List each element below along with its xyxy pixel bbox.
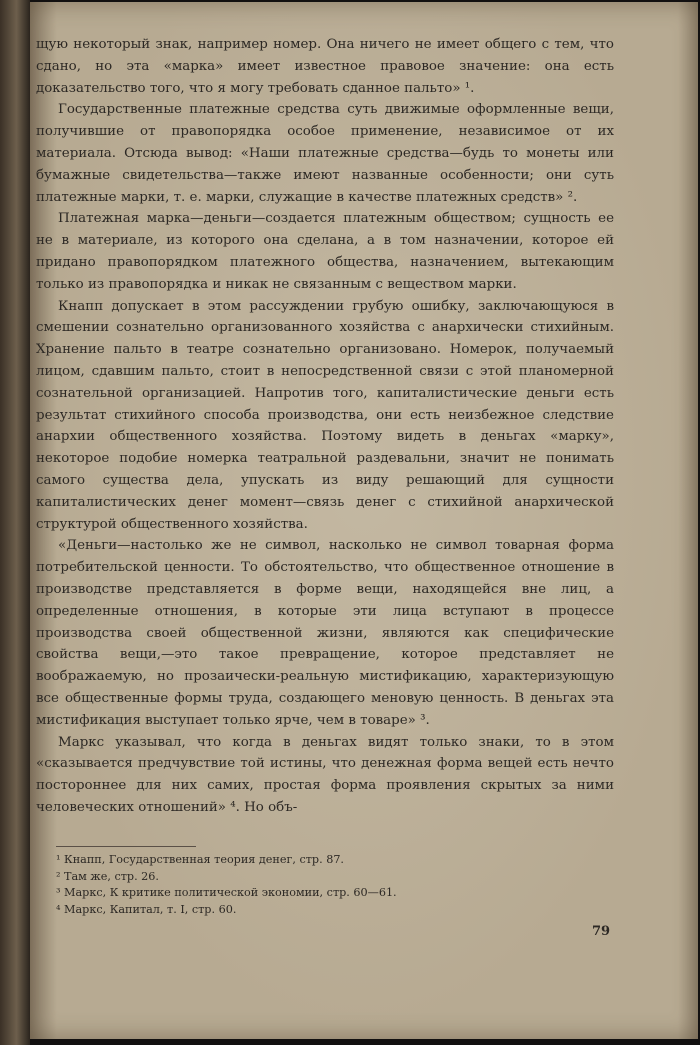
body-text	[36, 34, 614, 819]
footnote: ⁴ Маркс, Капитал, т. I, стр. 60.	[56, 902, 237, 916]
paragraph: Маркс указывал, что когда в деньгах видят только знаки, то в этом «сказывается предчувствие той истины, что денежная форма вещей есть нечто постороннее для них самих, простая форма проявления скрытых за ними человеческих отношений» ⁴. Но объ-	[36, 734, 614, 815]
paragraph: Кнапп допускает в этом рассуждении грубую ошибку, заключающуюся в смешении сознательно организованного хозяйства с анархически стихийным. Хранение пальто в театре сознательно организовано. Номерок, получаемый лицом, сдавшим пальто, стоит в непосредственной связи с этой планомерной сознательной организацией. Напротив того, капиталистические деньги есть результат стихийного способа производства, они есть неизбежное следствие анархии общественного хозяйства. Поэтому видеть в деньгах «марку», некоторое подобие номерка театральной раздевальни, значит не понимать самого существа дела, упускать из виду решающий для сущности капиталистических денег момент—связь денег с стихийной анархической структурой общественного хозяйства.	[36, 298, 614, 532]
footnotes	[56, 852, 616, 918]
footnote: ³ Маркс, К критике политической экономии, стр. 60—61.	[56, 886, 397, 900]
footnote: ¹ Кнапп, Государственная теория денег, стр. 87.	[56, 853, 344, 866]
footnote: ² Там же, стр. 26.	[56, 869, 159, 883]
page-number: 79	[592, 924, 611, 939]
paragraph: Государственные платежные средства суть движимые оформленные вещи, получившие от правопорядка особое применение, независимое от их материала. Отсюда вывод: «Наши платежные средства—будь то монеты или бумажные свидетельства—также имеют названные особенности; они суть платежные марки, т. е. марки, служащие в качестве платежных средств» ².	[36, 102, 614, 205]
paragraph: «Деньги—настолько же не символ, насколько не символ товарная форма потребительской ценности. То обстоятельство, что общественное отношение в производстве представляется в форме вещи, находящейся вне лиц, а определенные отношения, в которые эти лица вступают в процессе производства своей общественной жизни, являются как специфические свойства вещи,—это такое превращение, которое представляет не воображаемую, но прозаически-реальную мистификацию, характеризующую все общественные формы труда, создающего меновую ценность. В деньгах эта мистификация выступает только ярче, чем в товаре» ³.	[36, 538, 614, 728]
paragraph: Платежная марка—деньги—создается платежным обществом; сущность ее не в материале, из которого она сделана, а в том назначении, которое ей придано правопорядком платежного общества, назначением, вытекающим только из правопорядка и никак не связанным с веществом марки.	[36, 211, 614, 292]
paragraph: щую некоторый знак, например номер. Она ничего не имеет общего с тем, что сдано, но эта «марка» имеет известное правовое значение: она есть доказательство того, что я могу требовать сданное пальто» ¹.	[36, 37, 614, 96]
footnote-divider	[56, 846, 196, 847]
book-binding-edge	[0, 0, 30, 1045]
